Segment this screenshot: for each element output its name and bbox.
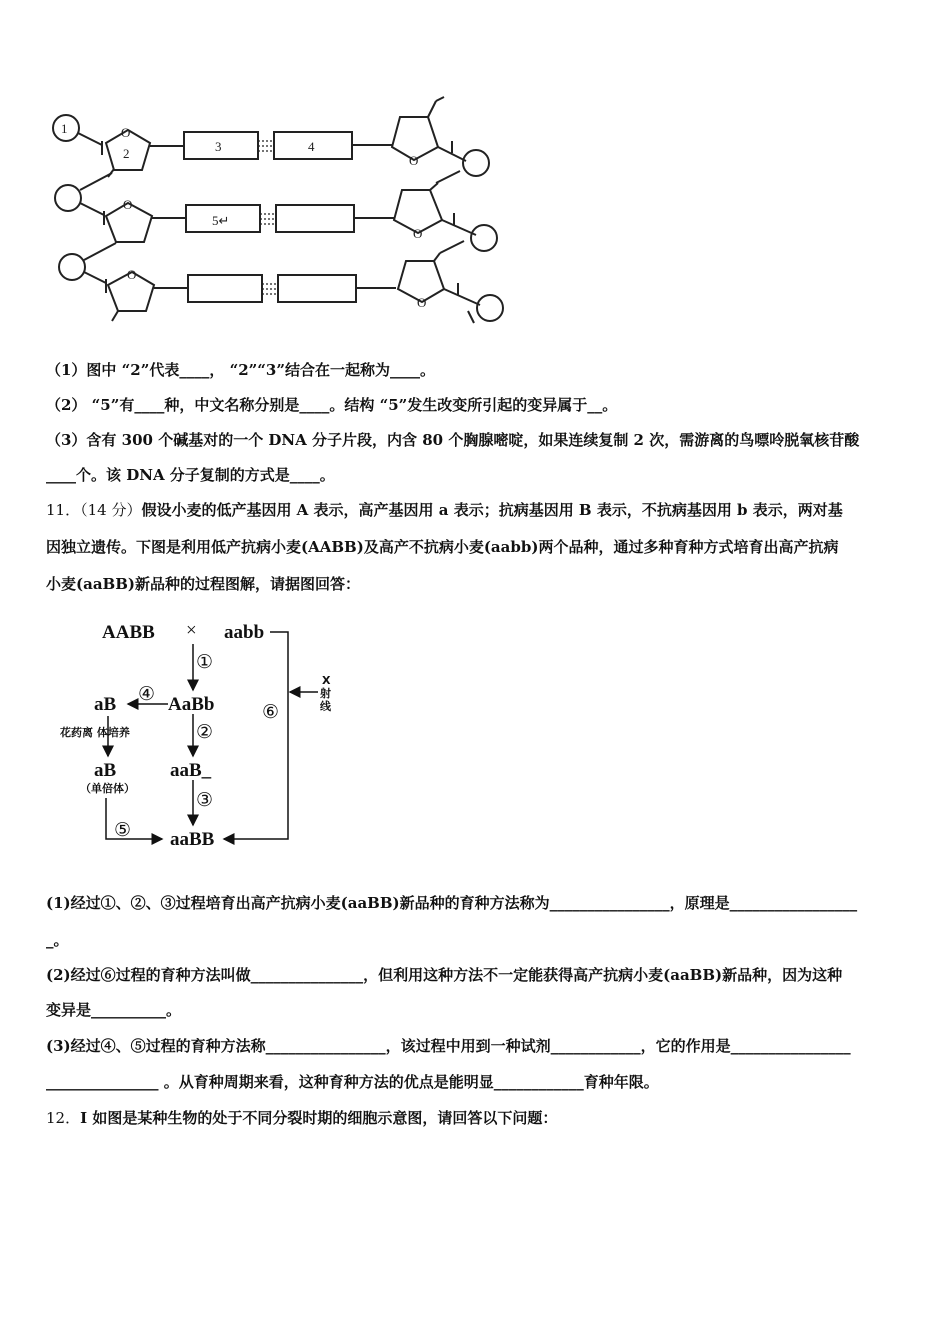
- intermediate-genotype: aaB_: [170, 760, 212, 781]
- breeding-diagram: [50, 612, 360, 857]
- label-2-sugar: 2: [123, 146, 130, 161]
- q12-number: 12．: [46, 1109, 81, 1127]
- sugar-oxygen-label: O: [121, 125, 131, 140]
- dna-structure-figure: [40, 95, 520, 335]
- step-3-marker: ③: [196, 790, 214, 811]
- cross-symbol: ×: [186, 620, 197, 641]
- sugar-oxygen-label: O: [413, 226, 423, 241]
- q11-part2-line1: (2)经过⑥过程的育种方法叫做_______________，但利用这种方法不一定能获得高产抗病小麦(aaBB)新品种，因为这种: [46, 966, 843, 984]
- q12-text: I 如图是某种生物的处于不同分裂时期的细胞示意图，请回答以下问题：: [80, 1109, 558, 1127]
- q11-intro-line2: 因独立遗传。下图是利用低产抗病小麦(AABB)及高产不抗病小麦(aabb)两个品种，通过多种育种方式培育出高产抗病: [46, 538, 839, 556]
- label-4-base: 4: [308, 139, 315, 154]
- q11-intro-line3: 小麦(aaBB)新品种的过程图解，请据图回答：: [46, 575, 360, 593]
- q10-part1: （1）图中 “2”代表____， “2”“3”结合在一起称为____。: [46, 361, 435, 379]
- q11-intro-line1: [46, 500, 908, 520]
- q11-intro-text: 假设小麦的低产基因用 A 表示，高产基因用 a 表示；抗病基因用 B 表示，不抗病基因用 b 表示，两对基: [141, 501, 843, 519]
- q11-part3-line1: (3)经过④、⑤过程的育种方法称________________，该过程中用到一种试剂____________，它的作用是________________: [46, 1037, 851, 1055]
- step-2-marker: ②: [196, 722, 214, 743]
- q11-part1-line2: _。: [46, 931, 69, 949]
- step-6-marker: ⑥: [262, 702, 280, 723]
- q11-score: （14 分）: [80, 501, 142, 519]
- haploid-genotype: aB: [94, 760, 117, 781]
- sugar-oxygen-label: O: [123, 197, 133, 212]
- target-genotype: aaBB: [170, 829, 215, 850]
- label-3-base: 3: [215, 139, 222, 154]
- sugar-oxygen-label: O: [409, 153, 419, 168]
- anther-culture-label: 花药离 体培养: [60, 726, 130, 739]
- q12-intro: [46, 1108, 908, 1128]
- q10-part3-line1: （3）含有 300 个碱基对的一个 DNA 分子片段，内含 80 个胸腺嘧啶，如果连续复制 2 次，需游离的鸟嘌呤脱氧核苷酸: [46, 431, 860, 449]
- haploid-note: （单倍体）: [80, 782, 135, 795]
- x-ray-label-she: 射: [320, 687, 331, 700]
- q11-number: 11．: [46, 501, 81, 519]
- parent-aabb-high-yield: aabb: [224, 622, 265, 643]
- q11-part3-line2: _______________ 。从育种周期来看，这种育种方法的优点是能明显____________育种年限。: [46, 1073, 659, 1091]
- f1-genotype: AaBb: [168, 694, 215, 715]
- sugar-oxygen-label: O: [127, 267, 137, 282]
- sugar-oxygen-label: O: [417, 295, 427, 310]
- q11-part2-line2: 变异是__________。: [46, 1001, 182, 1019]
- label-1-phosphate: 1: [61, 121, 68, 136]
- parent-aabb-low-yield: AABB: [102, 622, 155, 643]
- q10-part3-line2: ____个。该 DNA 分子复制的方式是____。: [46, 466, 335, 484]
- q11-part1-line1: (1)经过①、②、③过程培育出高产抗病小麦(aaBB)新品种的育种方法称为________________，原理是_________________: [46, 894, 858, 912]
- x-ray-label-xian: 线: [320, 700, 331, 713]
- x-ray-label-x: X: [322, 674, 331, 687]
- step-1-marker: ①: [196, 652, 214, 673]
- gamete-genotype: aB: [94, 694, 117, 715]
- q10-part2: （2） “5”有____种，中文名称分别是____。结构 “5”发生改变所引起的变异属于__。: [46, 396, 618, 414]
- step-5-marker: ⑤: [114, 820, 132, 841]
- label-5-base: 5↵: [212, 213, 230, 228]
- step-4-marker: ④: [138, 684, 156, 705]
